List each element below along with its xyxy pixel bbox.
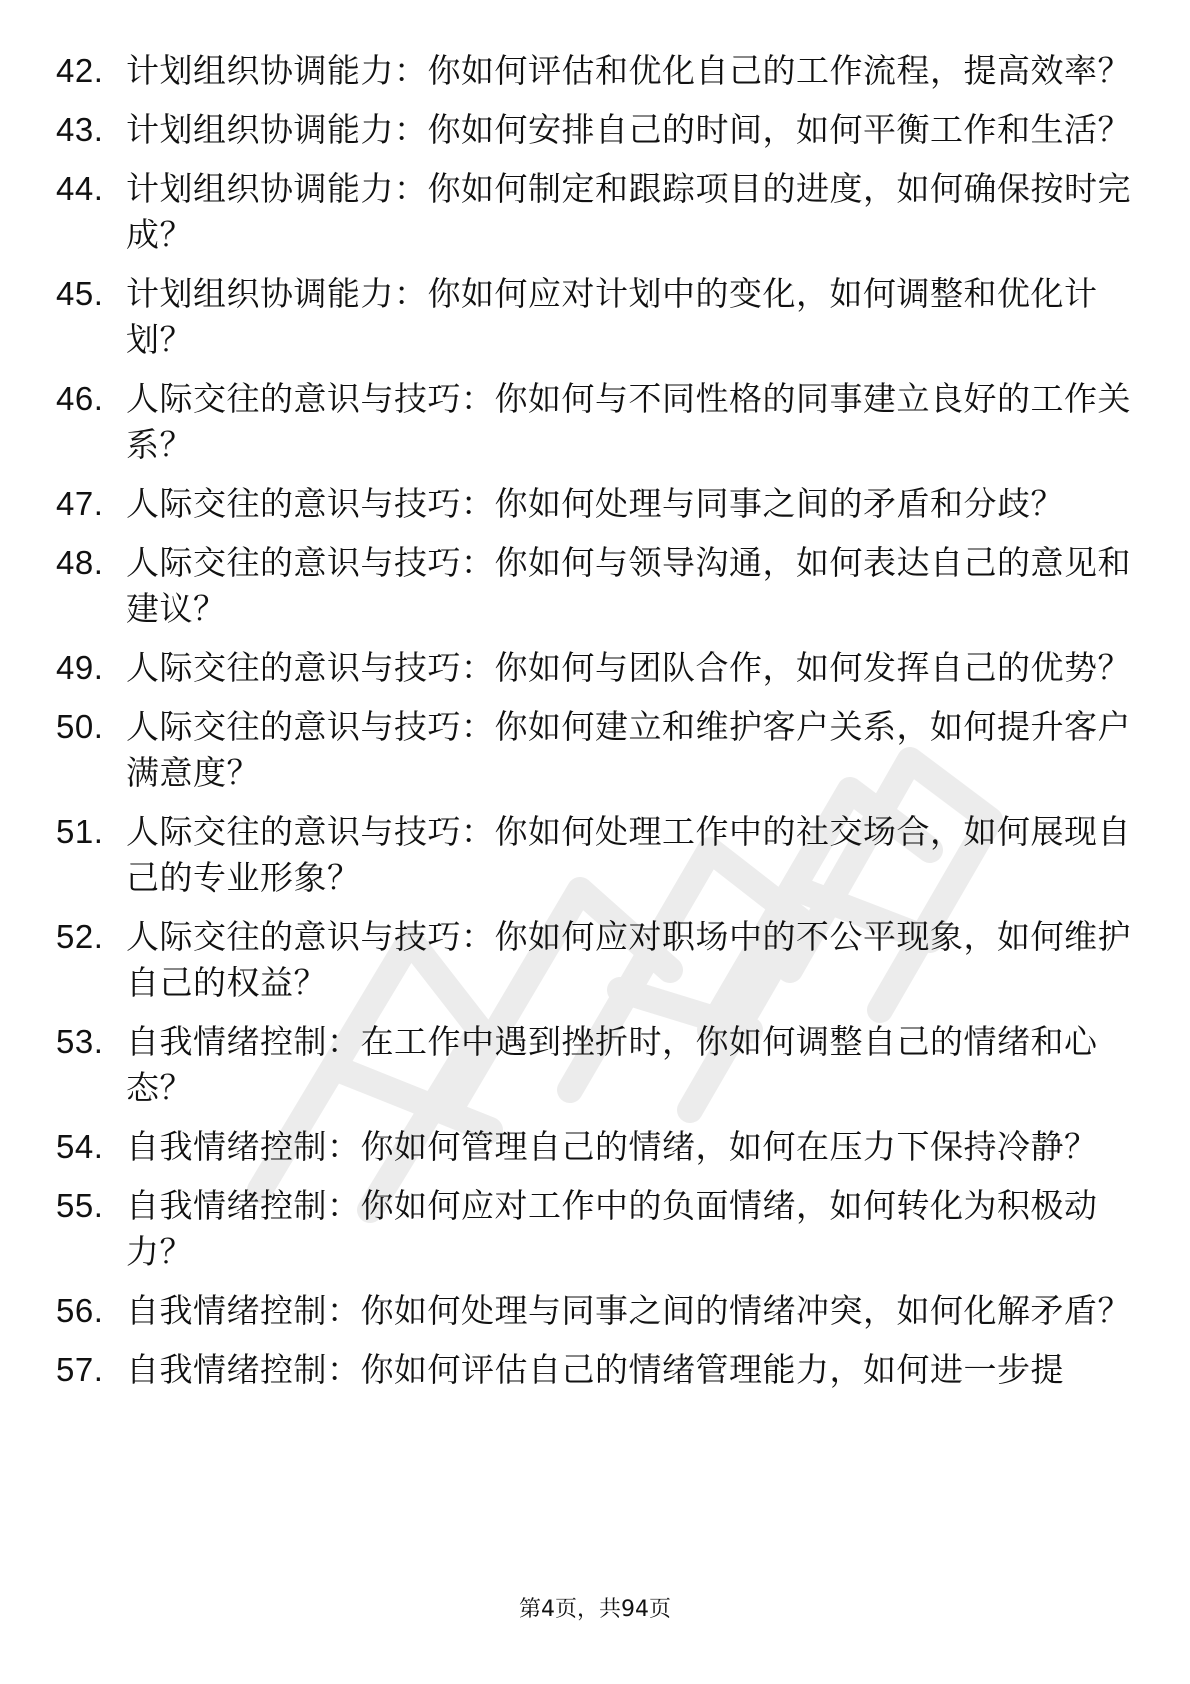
question-text: 计划组织协调能力：你如何评估和优化自己的工作流程，提高效率？ xyxy=(126,51,1131,90)
question-item xyxy=(56,1183,1136,1275)
question-item xyxy=(56,645,1136,691)
question-number: 46. xyxy=(56,380,104,417)
question-item xyxy=(56,166,1136,258)
question-item xyxy=(56,376,1136,468)
question-number: 43. xyxy=(56,111,104,148)
question-text: 计划组织协调能力：你如何制定和跟踪项目的进度，如何确保按时完成？ xyxy=(126,169,1131,254)
question-text: 自我情绪控制：你如何处理与同事之间的情绪冲突，如何化解矛盾？ xyxy=(126,1291,1131,1330)
question-item xyxy=(56,1347,1136,1393)
question-number: 47. xyxy=(56,485,104,522)
question-text: 人际交往的意识与技巧：你如何建立和维护客户关系，如何提升客户满意度？ xyxy=(126,707,1131,792)
question-number: 45. xyxy=(56,275,104,312)
question-number: 48. xyxy=(56,544,104,581)
question-text: 人际交往的意识与技巧：你如何处理工作中的社交场合，如何展现自己的专业形象？ xyxy=(126,812,1131,897)
question-number: 50. xyxy=(56,708,104,745)
question-text: 自我情绪控制：在工作中遇到挫折时，你如何调整自己的情绪和心态？ xyxy=(126,1022,1098,1107)
question-item xyxy=(56,271,1136,363)
question-text: 人际交往的意识与技巧：你如何与团队合作，如何发挥自己的优势？ xyxy=(126,648,1131,687)
question-text: 人际交往的意识与技巧：你如何与领导沟通，如何表达自己的意见和建议？ xyxy=(126,543,1131,628)
question-number: 55. xyxy=(56,1187,104,1224)
question-text: 人际交往的意识与技巧：你如何应对职场中的不公平现象，如何维护自己的权益？ xyxy=(126,917,1131,1002)
question-item xyxy=(56,1288,1136,1334)
question-item xyxy=(56,1019,1136,1111)
question-number: 44. xyxy=(56,170,104,207)
question-text: 计划组织协调能力：你如何应对计划中的变化，如何调整和优化计划？ xyxy=(126,274,1098,359)
question-text: 人际交往的意识与技巧：你如何与不同性格的同事建立良好的工作关系？ xyxy=(126,379,1131,464)
question-item xyxy=(56,809,1136,901)
page-number: 第4页，共94页 xyxy=(519,1597,671,1622)
question-number: 49. xyxy=(56,649,104,686)
question-number: 56. xyxy=(56,1292,104,1329)
question-text: 自我情绪控制：你如何应对工作中的负面情绪，如何转化为积极动力？ xyxy=(126,1186,1098,1271)
question-text: 人际交往的意识与技巧：你如何处理与同事之间的矛盾和分歧？ xyxy=(126,484,1064,523)
question-number: 57. xyxy=(56,1351,104,1388)
question-number: 52. xyxy=(56,918,104,955)
question-number: 42. xyxy=(56,52,104,89)
question-number: 53. xyxy=(56,1023,104,1060)
question-item xyxy=(56,1124,1136,1170)
question-item xyxy=(56,107,1136,153)
question-item xyxy=(56,481,1136,527)
question-text: 自我情绪控制：你如何评估自己的情绪管理能力，如何进一步提 xyxy=(126,1350,1064,1389)
question-item xyxy=(56,48,1136,94)
question-item xyxy=(56,704,1136,796)
question-number: 54. xyxy=(56,1128,104,1165)
question-number: 51. xyxy=(56,813,104,850)
question-text: 计划组织协调能力：你如何安排自己的时间，如何平衡工作和生活？ xyxy=(126,110,1131,149)
question-item xyxy=(56,540,1136,632)
question-text: 自我情绪控制：你如何管理自己的情绪，如何在压力下保持冷静？ xyxy=(126,1127,1098,1166)
question-item xyxy=(56,914,1136,1006)
question-list xyxy=(56,48,1136,1406)
